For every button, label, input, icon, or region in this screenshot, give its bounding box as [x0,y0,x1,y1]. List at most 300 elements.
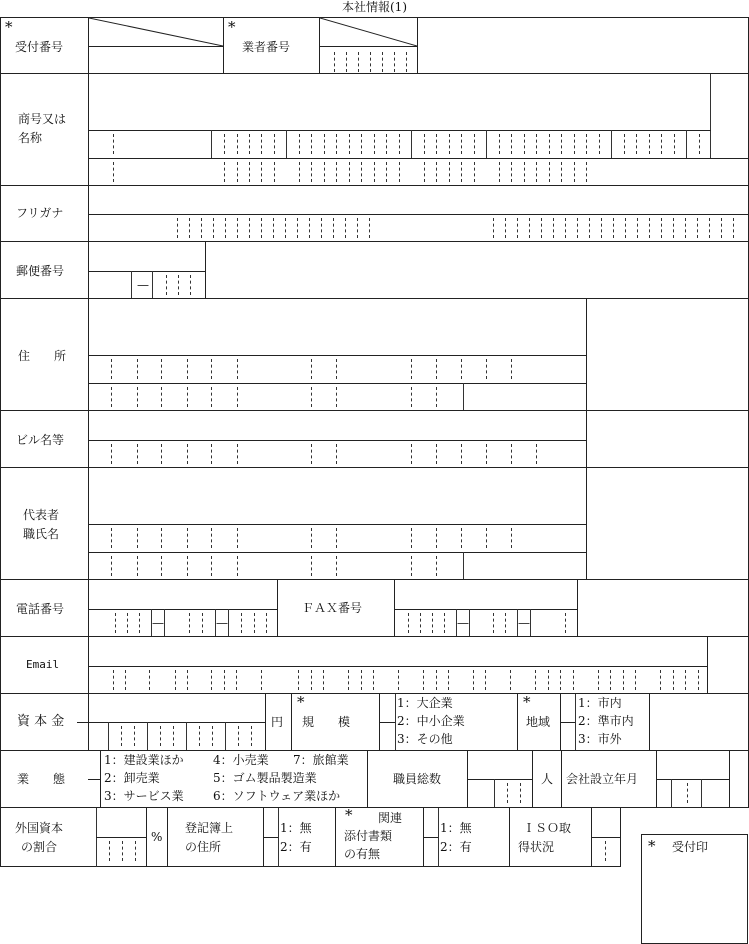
name-field[interactable] [88,73,749,186]
char-box-divider [369,218,370,238]
char-box-divider [361,134,362,154]
char-box-divider [211,670,212,690]
related-docs-options[interactable] [423,807,510,867]
postal-label-cell [0,241,89,299]
char-box-divider [436,134,437,154]
char-box-divider [137,528,138,548]
char-box-divider [510,670,511,690]
char-box-divider [237,134,238,154]
char-box-divider [565,218,566,238]
register-options[interactable] [263,807,336,867]
char-box-divider [485,670,486,690]
char-box-divider [175,670,176,690]
scale-label: 規 模 [302,715,351,729]
char-box-divider [286,130,287,158]
char-box-divider [474,134,475,154]
established-label-cell [561,750,657,808]
char-box-divider [349,162,350,182]
phone-label-cell [0,579,89,637]
char-box-divider [586,134,587,154]
char-box-divider [649,218,650,238]
char-box-divider [424,162,425,182]
char-box-divider [574,162,575,182]
capital-label-cell [0,693,89,751]
char-box-divider [423,670,424,690]
char-box-divider [237,162,238,182]
industry-option-3[interactable]: 3：サービス業 [104,789,184,803]
char-box-divider [224,670,225,690]
char-box-divider [177,218,178,238]
name-label-cell [0,73,89,186]
region-option-2[interactable]: 2：準市内 [578,714,634,728]
char-box-divider [113,162,114,182]
required-asterisk: * [297,693,305,711]
building-label-cell [0,410,89,468]
capital-field[interactable] [88,693,266,751]
char-box-divider [357,218,358,238]
char-box-divider [161,528,162,548]
char-box-divider [386,162,387,182]
capital-label: 資 本 金 [17,714,65,729]
yen-cell [265,693,292,751]
char-box-divider [336,444,337,464]
char-box-divider [261,670,262,690]
char-box-divider [336,359,337,379]
char-box-divider [511,444,512,464]
fax-label-cell [277,579,395,637]
char-box-divider [311,556,312,576]
char-box-divider [517,218,518,238]
char-box-divider [113,134,114,154]
char-box-divider [299,134,300,154]
char-box-divider [673,670,674,690]
char-box-divider [299,162,300,182]
char-box-divider [686,130,687,158]
char-box-divider [709,218,710,238]
char-box-divider [161,359,162,379]
char-box-divider [137,359,138,379]
char-box-divider [149,670,150,690]
char-box-divider [137,444,138,464]
industry-option-7[interactable]: 7：旅館業 [293,753,349,767]
foreign-label-line2: の割合 [21,840,58,854]
char-box-divider [311,670,312,690]
char-box-divider [436,556,437,576]
char-box-divider [685,218,686,238]
char-box-divider [349,134,350,154]
char-box-divider [697,218,698,238]
email-label: Email [26,658,60,671]
char-box-divider [541,218,542,238]
reception-no-label: 受付番号 [15,40,64,54]
established-field[interactable] [656,750,730,808]
percent-cell [146,807,168,867]
register-option-2[interactable]: 2：有 [280,840,312,854]
char-box-divider [698,670,699,690]
char-box-divider [436,670,437,690]
char-box-divider [473,670,474,690]
region-options[interactable] [560,693,650,751]
rep-field[interactable] [88,467,587,580]
rep-label-line1: 代表者 [23,508,60,522]
char-box-divider [699,134,700,154]
furigana-label-cell [0,185,89,242]
char-box-divider [561,162,562,182]
char-box-divider [411,359,412,379]
region-label-cell [517,693,561,751]
char-box-divider [649,134,650,154]
char-box-divider [721,218,722,238]
building-blank [586,410,749,468]
rep-label-line2: 職氏名 [23,527,60,541]
char-box-divider [324,134,325,154]
char-box-divider [336,162,337,182]
char-box-divider [524,162,525,182]
char-box-divider [273,218,274,238]
char-box-divider [449,162,450,182]
char-box-divider [211,444,212,464]
char-box-divider [237,528,238,548]
char-box-divider [213,218,214,238]
char-box-divider [311,528,312,548]
char-box-divider [311,359,312,379]
fax-label: ＦＡＸ番号 [302,601,363,615]
char-box-divider [474,162,475,182]
char-box-divider [589,218,590,238]
char-box-divider [113,670,114,690]
postal-blank [205,241,749,299]
address-label: 住 所 [18,349,67,363]
char-box-divider [249,134,250,154]
related-docs-option-2[interactable]: 2：有 [440,840,472,854]
char-box-divider [463,383,464,411]
reception-no-label-cell [0,17,89,74]
char-box-divider [463,552,464,580]
vendor-no-field[interactable] [319,17,418,74]
char-box-divider [261,134,262,154]
industry-option-2[interactable]: 2：卸売業 [104,771,160,785]
email-label-cell [0,636,89,694]
char-box-divider [224,162,225,182]
char-box-divider [411,444,412,464]
char-box-divider [374,134,375,154]
char-box-divider [111,556,112,576]
char-box-divider [249,162,250,182]
char-box-divider [311,387,312,407]
char-box-divider [261,218,262,238]
char-box-divider [336,134,337,154]
char-box-divider [535,670,536,690]
char-box-divider [461,134,462,154]
industry-option-5[interactable]: 5：ゴム製品製造業 [213,771,317,785]
char-box-divider [201,218,202,238]
char-box-divider [323,670,324,690]
postal-label: 郵便番号 [16,264,65,278]
char-box-divider [373,670,374,690]
scale-option-1[interactable]: 1：大企業 [397,696,453,710]
vendor-no-label-cell [223,17,320,74]
register-label-line2: の住所 [185,840,222,854]
fax-separator: — [457,616,469,630]
capital-blank [649,693,749,751]
char-box-divider [611,130,612,158]
related-docs-label-cell [335,807,424,867]
char-box-divider [673,218,674,238]
scale-options[interactable] [379,693,518,751]
char-box-divider [237,218,238,238]
char-box-divider [549,134,550,154]
char-box-divider [361,670,362,690]
char-box-divider [336,556,337,576]
char-box-divider [398,670,399,690]
register-option-1[interactable]: 1：無 [280,821,312,835]
char-box-divider [237,387,238,407]
reception-no-field[interactable] [88,17,224,74]
char-box-divider [399,162,400,182]
char-box-divider [161,444,162,464]
scale-option-2[interactable]: 2：中小企業 [397,714,465,728]
person-cell [532,750,562,808]
iso-label-line1: ＩＳＯ取 [523,821,572,835]
industry-option-1[interactable]: 1：建設業ほか [104,753,184,767]
diagonal-strike-line [89,18,223,46]
region-option-3[interactable]: 3：市外 [578,732,622,746]
char-box-divider [345,218,346,238]
related-docs-option-1[interactable]: 1：無 [440,821,472,835]
char-box-divider [599,134,600,154]
diagonal-strike-line [320,18,417,46]
char-box-divider [436,528,437,548]
email-blank [707,636,749,694]
postal-code-field[interactable] [88,241,206,299]
char-box-divider [333,218,334,238]
industry-option-6[interactable]: 6：ソフトウェア業ほか [213,789,341,803]
char-box-divider [261,162,262,182]
char-box-divider [211,556,212,576]
char-box-divider [661,218,662,238]
char-box-divider [274,134,275,154]
char-box-divider [161,556,162,576]
address-blank [586,298,749,411]
address-field[interactable] [88,298,587,411]
char-box-divider [436,387,437,407]
char-box-divider [573,670,574,690]
required-asterisk: * [523,693,531,711]
char-box-divider [511,359,512,379]
char-box-divider [524,134,525,154]
related-docs-line1: 関連 [378,811,403,825]
char-box-divider [624,134,625,154]
char-box-divider [685,670,686,690]
furigana-label: フリガナ [16,206,64,220]
register-label-cell [167,807,264,867]
char-box-divider [187,556,188,576]
required-asterisk: * [648,837,656,855]
iso-label-cell [509,807,592,867]
char-box-divider [601,218,602,238]
page-title: 本社情報(1) [342,0,407,14]
char-box-divider [486,359,487,379]
industry-label-cell [0,750,101,808]
char-box-divider [411,130,412,158]
vendor-no-label: 業者番号 [242,40,291,54]
char-box-divider [336,387,337,407]
related-docs-line3: の有無 [344,847,381,861]
char-box-divider [285,218,286,238]
char-box-divider [187,528,188,548]
char-box-divider [733,218,734,238]
char-box-divider [486,130,487,158]
char-box-divider [536,444,537,464]
industry-options[interactable] [100,750,368,808]
char-box-divider [610,670,611,690]
rep-blank [586,467,749,580]
char-box-divider [298,670,299,690]
building-label: ビル名等 [16,433,65,447]
char-box-divider [536,162,537,182]
char-box-divider [424,134,425,154]
char-box-divider [536,134,537,154]
industry-blank [729,750,749,808]
char-box-divider [137,556,138,576]
char-box-divider [125,670,126,690]
char-box-divider [324,162,325,182]
region-option-1[interactable]: 1：市内 [578,696,622,710]
name-label-line2: 名称 [18,131,43,145]
char-box-divider [486,444,487,464]
email-field[interactable] [88,636,708,694]
required-asterisk: * [228,18,236,36]
char-box-divider [548,670,549,690]
person-label: 人 [541,772,554,786]
char-box-divider [574,134,575,154]
char-box-divider [560,670,561,690]
char-box-divider [237,359,238,379]
char-box-divider [511,162,512,182]
address-label-cell [0,298,89,411]
char-box-divider [211,528,212,548]
char-box-divider [225,218,226,238]
established-label: 会社設立年月 [566,772,639,786]
char-box-divider [637,218,638,238]
char-box-divider [461,162,462,182]
char-box-divider [311,134,312,154]
char-box-divider [461,444,462,464]
char-box-divider [586,162,587,182]
char-box-divider [461,528,462,548]
iso-label-line2: 得状況 [518,840,555,854]
phone-separator: — [216,616,228,630]
char-box-divider [111,528,112,548]
char-box-divider [625,218,626,238]
char-box-divider [249,218,250,238]
char-box-divider [493,218,494,238]
char-box-divider [449,134,450,154]
foreign-capital-cell[interactable] [0,807,147,867]
char-box-divider [553,218,554,238]
char-box-divider [237,556,238,576]
reception-stamp-box [641,834,748,944]
industry-option-4[interactable]: 4：小売業 [213,753,269,767]
char-box-divider [660,670,661,690]
char-box-divider [436,444,437,464]
char-box-divider [211,387,212,407]
char-box-divider [111,359,112,379]
char-box-divider [187,444,188,464]
char-box-divider [399,134,400,154]
char-box-divider [187,670,188,690]
char-box-divider [598,670,599,690]
char-box-divider [386,134,387,154]
char-box-divider [636,134,637,154]
char-box-divider [499,162,500,182]
fax-blank [577,579,749,637]
char-box-divider [577,218,578,238]
iso-field[interactable] [591,807,621,867]
staff-label-cell [367,750,468,808]
char-box-divider [499,134,500,154]
required-asterisk: * [5,18,13,36]
char-box-divider [374,162,375,182]
char-box-divider [361,162,362,182]
char-box-divider [411,556,412,576]
char-box-divider [549,162,550,182]
postal-separator: — [137,278,149,292]
char-box-divider [311,162,312,182]
scale-label-cell [291,693,380,751]
char-box-divider [189,218,190,238]
phone-label: 電話番号 [16,602,65,616]
char-box-divider [436,359,437,379]
char-box-divider [461,359,462,379]
char-box-divider [529,218,530,238]
name-label-line1: 商号又は [18,112,67,126]
register-label-line1: 登記簿上 [185,821,234,835]
fax-separator: — [518,616,530,630]
char-box-divider [187,387,188,407]
staff-label: 職員総数 [393,772,442,786]
char-box-divider [505,218,506,238]
phone-field[interactable] [88,579,278,637]
related-docs-line2: 添付書類 [344,829,393,843]
char-box-divider [661,134,662,154]
char-box-divider [411,387,412,407]
char-box-divider [613,218,614,238]
percent-label: % [151,830,163,844]
char-box-divider [274,162,275,182]
char-box-divider [237,444,238,464]
fax-field[interactable] [394,579,578,637]
char-box-divider [297,218,298,238]
required-asterisk: * [345,806,353,824]
char-box-divider [236,670,237,690]
char-box-divider [436,162,437,182]
scale-option-3[interactable]: 3：その他 [397,732,453,746]
staff-field[interactable] [467,750,533,808]
char-box-divider [187,359,188,379]
char-box-divider [348,670,349,690]
char-box-divider [211,359,212,379]
phone-separator: — [152,616,164,630]
char-box-divider [321,218,322,238]
char-box-divider [137,387,138,407]
building-field[interactable] [88,410,587,468]
char-box-divider [623,670,624,690]
row1-blank [417,17,749,74]
furigana-field[interactable] [88,185,749,242]
char-box-divider [336,528,337,548]
char-box-divider [111,444,112,464]
